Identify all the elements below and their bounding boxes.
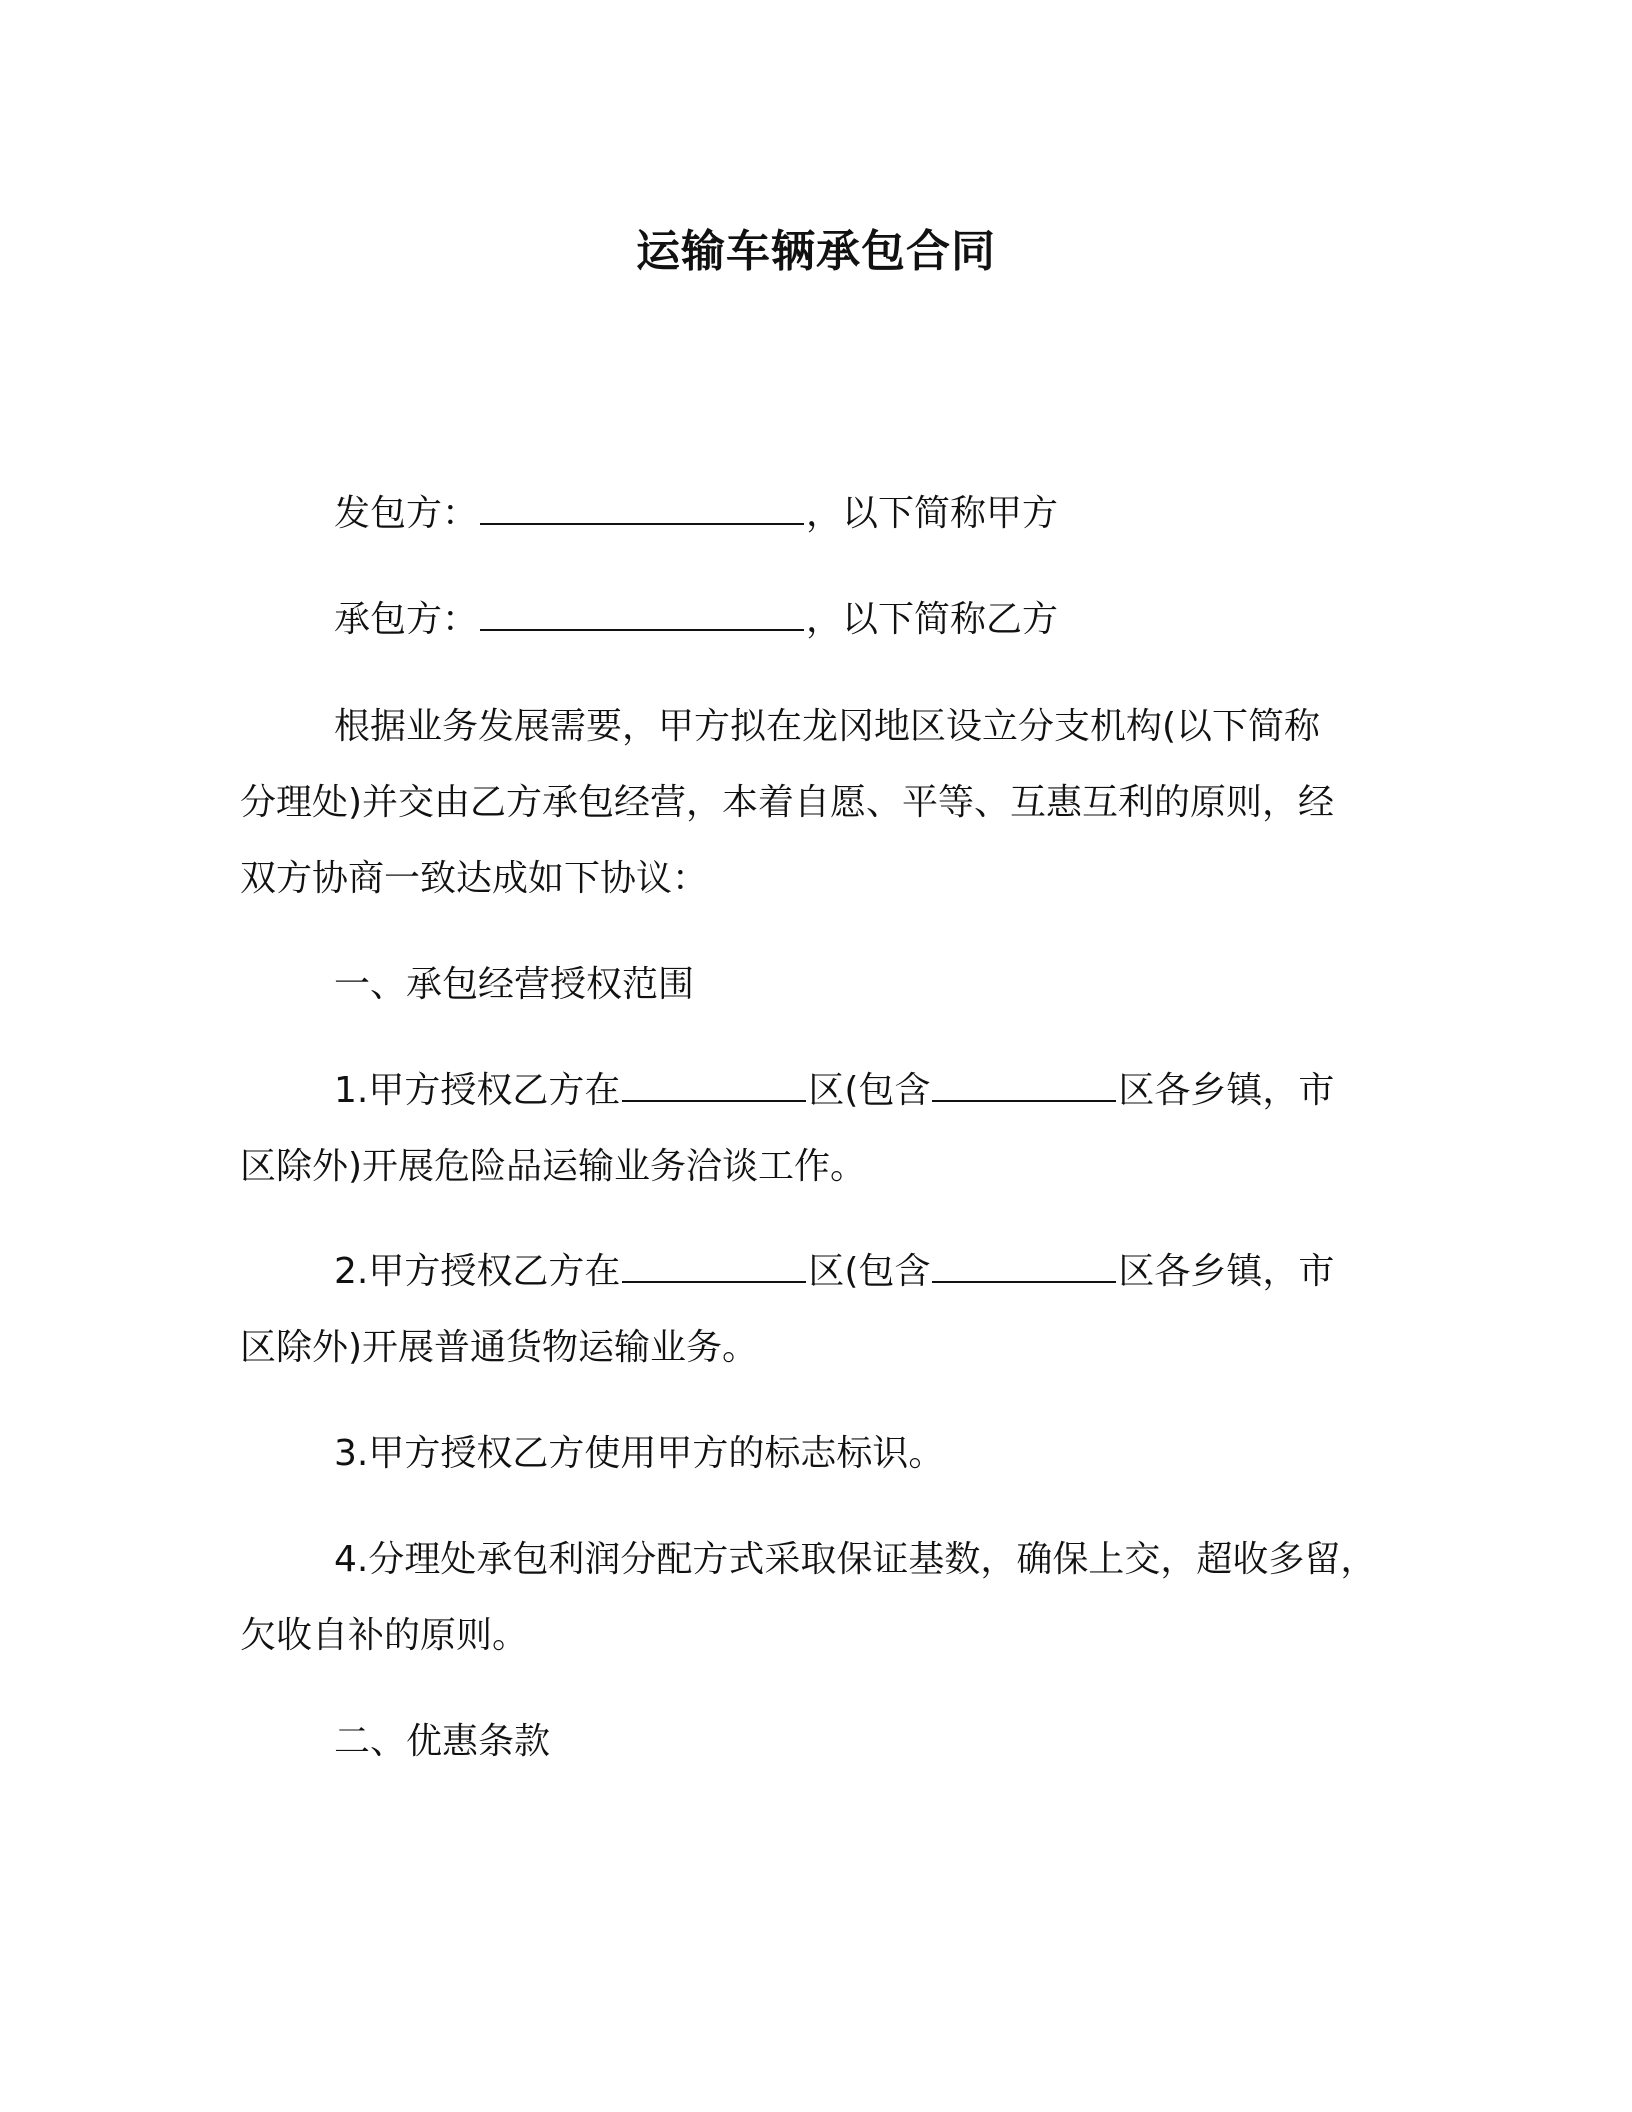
party-b-line bbox=[334, 590, 1058, 650]
intro-line-3: 双方协商一致达成如下协议： bbox=[240, 858, 709, 899]
intro-line-2: 分理处)并交由乙方承包经营，本着自愿、平等、互惠互利的原则，经 bbox=[240, 782, 1335, 823]
item-1-part-3: 区各乡镇，市 bbox=[1118, 1070, 1335, 1111]
party-b-label: 承包方： bbox=[334, 599, 479, 640]
item-2-part-2: 区(包含 bbox=[808, 1251, 931, 1292]
party-a-suffix: ，以下简称甲方 bbox=[806, 493, 1059, 534]
item-1-included-district-blank[interactable] bbox=[932, 1064, 1116, 1102]
section-1-item-4-line-2: 欠收自补的原则。 bbox=[240, 1615, 529, 1656]
intro-line-1: 根据业务发展需要，甲方拟在龙冈地区设立分支机构(以下简称 bbox=[334, 706, 1321, 747]
section-1-heading: 一、承包经营授权范围 bbox=[334, 964, 695, 1005]
section-1-item-2-line-2: 区除外)开展普通货物运输业务。 bbox=[240, 1327, 759, 1368]
item-2-part-3: 区各乡镇，市 bbox=[1118, 1251, 1335, 1292]
party-a-line bbox=[334, 484, 1058, 544]
section-1-item-4-line-1: 4.分理处承包利润分配方式采取保证基数，确保上交，超收多留， bbox=[334, 1539, 1377, 1580]
party-a-blank[interactable] bbox=[480, 487, 804, 525]
item-2-district-blank[interactable] bbox=[622, 1245, 806, 1283]
party-b-suffix: ，以下简称乙方 bbox=[806, 599, 1059, 640]
item-1-part-2: 区(包含 bbox=[808, 1070, 931, 1111]
section-1-item-1-line-2: 区除外)开展危险品运输业务洽谈工作。 bbox=[240, 1146, 867, 1187]
document-title: 运输车辆承包合同 bbox=[636, 226, 996, 277]
section-1-item-2-line-1 bbox=[334, 1242, 1334, 1302]
item-1-district-blank[interactable] bbox=[622, 1064, 806, 1102]
section-2-heading: 二、优惠条款 bbox=[334, 1721, 551, 1762]
item-2-included-district-blank[interactable] bbox=[932, 1245, 1116, 1283]
party-b-blank[interactable] bbox=[480, 593, 804, 631]
section-1-item-3: 3.甲方授权乙方使用甲方的标志标识。 bbox=[334, 1433, 945, 1474]
party-a-label: 发包方： bbox=[334, 493, 479, 534]
item-1-part-1: 1.甲方授权乙方在 bbox=[334, 1070, 621, 1111]
item-2-part-1: 2.甲方授权乙方在 bbox=[334, 1251, 621, 1292]
section-1-item-1-line-1 bbox=[334, 1061, 1334, 1121]
